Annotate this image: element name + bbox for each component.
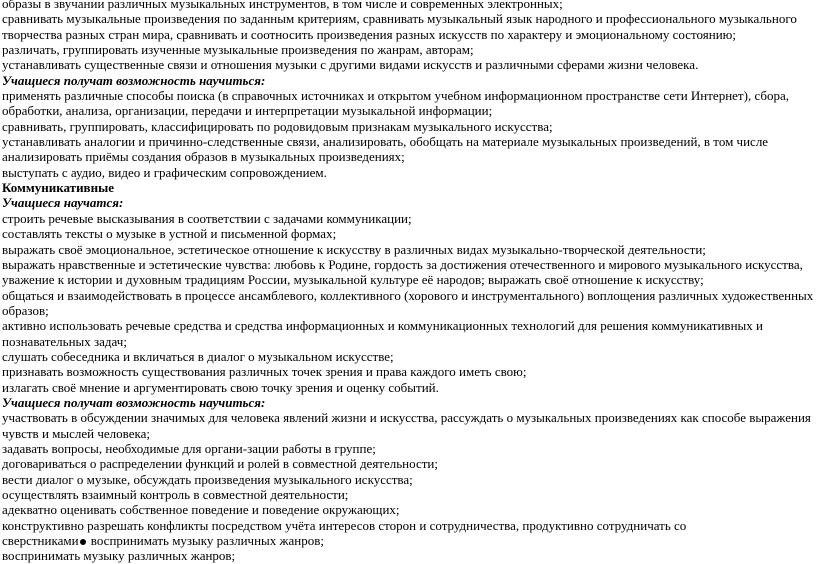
text-line: образы в звучании различных музыкальных инструментов, в том числе и современных электронных;: [2, 0, 563, 11]
text-line: воспринимать музыку различных жанров;: [2, 548, 236, 564]
text-line: сравнивать, группировать, классифицировать по родовидовым признакам музыкального искусства;: [2, 118, 553, 134]
text-line: применять различные способы поиска (в справочных источниках и открытом учебном информационном пространстве сети Интернет), сбора, обработки, анализа, организации, передачи и интерпретации музыкальной информации;: [2, 88, 790, 119]
text-line: вести диалог о музыке, обсуждать произведения музыкального искусства;: [2, 471, 413, 487]
text-line-with-bullet: [2, 533, 814, 548]
text-line: договариваться о распределении функций и ролей в совместной деятельности;: [2, 456, 438, 472]
text-line: осуществлять взаимный контроль в совместной деятельности;: [2, 487, 349, 502]
text-line: адекватно оценивать собственное поведение и поведение окружающих;: [2, 502, 400, 518]
text-line: устанавливать аналогии и причинно-следственные связи, анализировать, обобщать на материале музыкальных произведений, в том числе анализировать приёмы создания образов в музыкальных произведениях;: [2, 134, 769, 165]
section-subheading: Учащиеся научатся:: [2, 195, 124, 211]
text-line: участвовать в обсуждении значимых для человека явлений жизни и искусства, рассуждать о музыкальных произведениях как способе выражения чувств и мыслей человека;: [2, 410, 811, 441]
text-fragment: сверстниками: [2, 533, 79, 549]
text-line: конструктивно разрешать конфликты посредством учёта интересов сторон и сотрудничества, продуктивно сотрудничать со: [2, 517, 687, 533]
bullet-dot-icon: [80, 539, 86, 545]
text-line: устанавливать существенные связи и отношения музыки с другими видами искусств и различными сферами жизни человека.: [2, 57, 699, 73]
text-line: выражать нравственные и эстетические чувства: любовь к Родине, гордость за достижения отечественного и мирового музыкального искусства, уважение к истории и духовным традициям России, музыкальной культуре её народов; выражать своё отношение к искусству;: [2, 256, 803, 288]
text-line: различать, группировать изученные музыкальные произведения по жанрам, авторам;: [2, 42, 474, 58]
text-line: активно использовать речевые средства и средства информационных и коммуникационных технологий для решения коммуникативных и познавательных задач;: [2, 318, 763, 349]
text-line: строить речевые высказывания в соответствии с задачами коммуникации;: [2, 210, 412, 226]
text-line: выступать с аудио, видео и графическим сопровождением.: [2, 164, 327, 180]
section-subheading: Учащиеся получат возможность научиться:: [2, 72, 266, 88]
text-line: признавать возможность существования различных точек зрения и права каждого иметь свою;: [2, 364, 527, 380]
text-line: слушать собеседника и вкличаться в диалог о музыкальном искусстве;: [2, 348, 394, 364]
text-line: сравнивать музыкальные произведения по заданным критериям, сравнивать музыкальный язык народного и профессионального музыкального творчества разных стран мира, сравнивать и соотносить произведения разных искусств по характеру и эмоциональному состоянию;: [2, 11, 797, 42]
text-line: составлять тексты о музыке в устной и письменной формах;: [2, 226, 337, 242]
section-subheading: Учащиеся получат возможность научиться:: [2, 394, 266, 410]
section-heading: Коммуникативные: [2, 180, 114, 196]
text-line: излагать своё мнение и аргументировать свою точку зрения и оценку событий.: [2, 379, 439, 395]
text-line: выражать своё эмоциональное, эстетическое отношение к искусству в различных видах музыкально-творческой деятельности;: [2, 241, 706, 257]
text-line: общаться и взаимодействовать в процессе ансамблевого, коллективного (хорового и инструментального) воплощения различных художественных образов;: [2, 287, 814, 318]
text-line: задавать вопросы, необходимые для органи-зации работы в группе;: [2, 440, 376, 456]
text-fragment: воспринимать музыку различных жанров;: [87, 533, 324, 549]
